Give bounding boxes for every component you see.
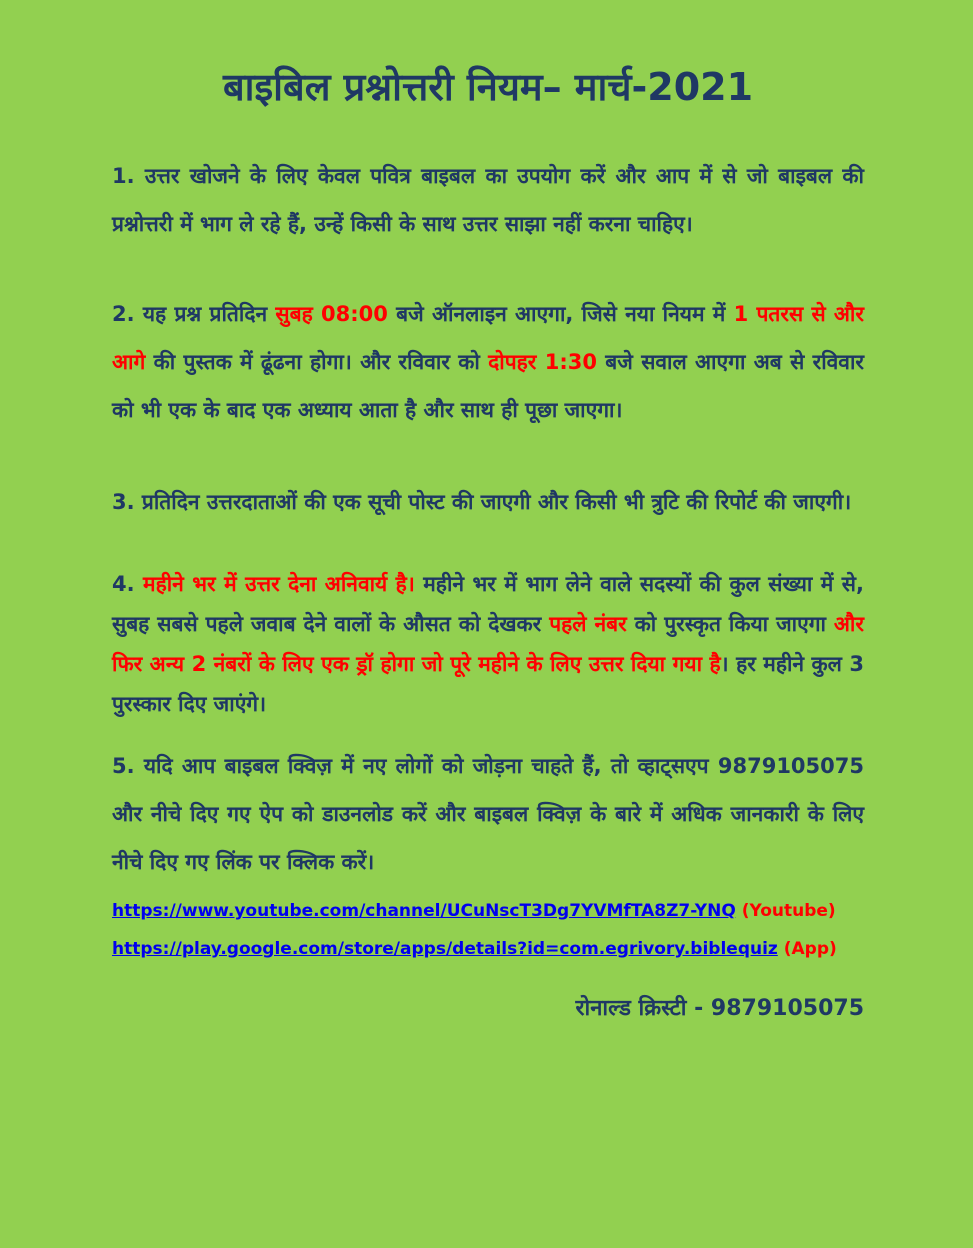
rule-4-draw: और फिर अन्य 2 नंबरों के लिए एक ड्रॉ होगा जो पूरे महीने के लिए उत्तर दिया गया है: [112, 612, 864, 676]
youtube-link-row: [112, 892, 864, 930]
rule-4-first-number: पहले नंबर: [549, 612, 627, 636]
rule-4-text-e: को पुरस्कृत किया जाएगा: [626, 612, 834, 636]
youtube-link[interactable]: https://www.youtube.com/channel/UCuNscT3Dg7YVMfTA8Z7-YNQ: [112, 901, 736, 921]
app-tag: (App): [783, 939, 837, 959]
rule-4-text-g: । हर महीने कुल 3 पुरस्कार दिए जाएंगे।: [112, 652, 864, 716]
rule-4: [112, 564, 864, 724]
rule-4-text-a: 4.: [112, 572, 144, 596]
rule-2-sunday-time: दोपहर 1:30: [488, 350, 597, 374]
rule-2-text-e: की पुस्तक में ढूंढना होगा। और रविवार को: [145, 350, 489, 374]
app-link-row: [112, 930, 864, 968]
rule-5: 5. यदि आप बाइबल क्विज़ में नए लोगों को जोड़ना चाहते हैं, तो व्हाट्सएप 9879105075 और नीचे दिए गए ऐप को डाउनलोड करें और बाइबल क्विज़ के बारे में अधिक जानकारी के लिए नीचे दिए गए लिंक पर क्लिक करें।: [112, 754, 864, 874]
rule-1: 1. उत्तर खोजने के लिए केवल पवित्र बाइबल का उपयोग करें और आप में से जो बाइबल की प्रश्नोत्तरी में भाग ले रहे हैं, उन्हें किसी के साथ उत्तर साझा नहीं करना चाहिए।: [112, 164, 864, 236]
page-title: बाइबिल प्रश्नोत्तरी नियम– मार्च-2021: [222, 65, 754, 109]
rule-3: 3. प्रतिदिन उत्तरदाताओं की एक सूची पोस्ट की जाएगी और किसी भी त्रुटि की रिपोर्ट की जाएगी।: [112, 490, 852, 514]
rule-4-text-c: महीने भर में भाग लेने वाले सदस्यों की कुल संख्या में से, सुबह सबसे पहले जवाब देने वालों के औसत को देखकर: [112, 572, 864, 636]
rule-2: [112, 290, 864, 434]
rule-2-book-range: 1 पतरस से और आगे: [112, 302, 865, 374]
rule-2-text-a: 2. यह प्रश्न प्रतिदिन: [112, 302, 276, 326]
youtube-tag: (Youtube): [741, 901, 836, 921]
rule-4-mandatory: महीने भर में उत्तर देना अनिवार्य है।: [143, 572, 415, 596]
app-link[interactable]: https://play.google.com/store/apps/details?id=com.egrivory.biblequiz: [112, 939, 778, 959]
rule-2-text-g: बजे सवाल आएगा अब से रविवार को भी एक के बाद एक अध्याय आता है और साथ ही पूछा जाएगा।: [112, 350, 865, 422]
signature: रोनाल्ड क्रिस्टी - 9879105075: [575, 996, 864, 1021]
rule-2-text-c: बजे ऑनलाइन आएगा, जिसे नया नियम में: [387, 302, 734, 326]
document-page: [112, 60, 864, 1022]
rule-2-morning-time: सुबह 08:00: [275, 302, 388, 326]
